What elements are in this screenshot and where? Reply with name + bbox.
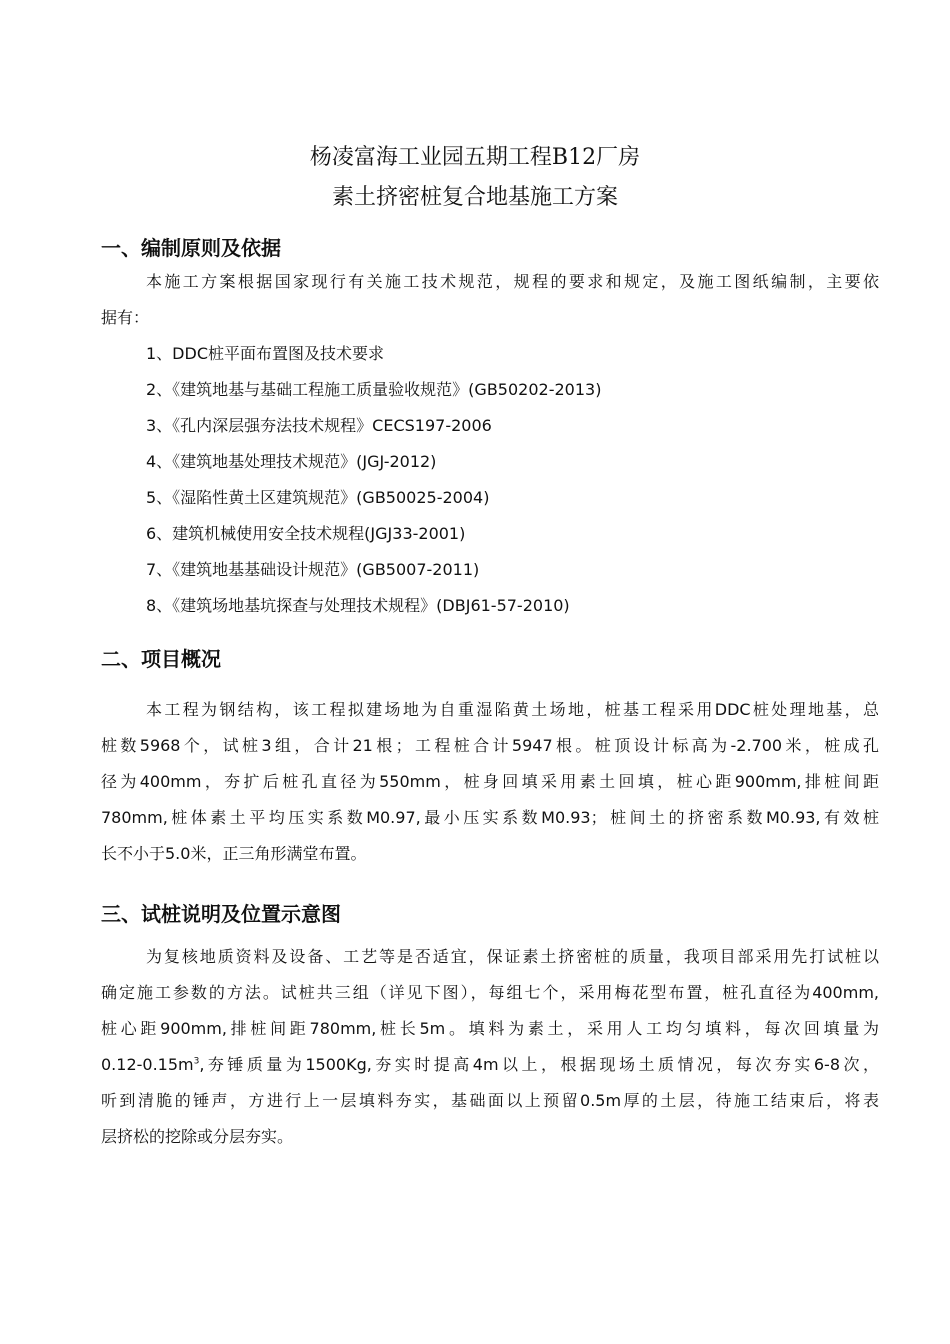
section-2-text-line: 780mm,桩体素土平均压实系数M0.97,最小压实系数M0.93；桩间土的挤密系数M0.93,有效桩 bbox=[101, 808, 879, 827]
section-2-heading: 二、项目概况 bbox=[101, 647, 221, 671]
section-3-heading: 三、试桩说明及位置示意图 bbox=[101, 902, 341, 926]
reference-item: 4、《建筑地基处理技术规范》(JGJ-2012) bbox=[146, 452, 437, 471]
section-1-heading: 一、编制原则及依据 bbox=[101, 236, 281, 260]
section-1-paragraph-line-2: 据有： bbox=[101, 308, 150, 327]
document-title-line-2: 素土挤密桩复合地基施工方案 bbox=[331, 185, 618, 210]
section-3-text-line: 桩心距900mm,排桩间距780mm,桩长5m。填料为素土，采用人工均匀填料，每次回填量为 bbox=[101, 1019, 879, 1038]
section-2-text-line: 径为400mm，夯扩后桩孔直径为550mm，桩身回填采用素土回填，桩心距900mm,排桩间距 bbox=[101, 772, 879, 791]
reference-item: 3、《孔内深层强夯法技术规程》CECS197-2006 bbox=[146, 416, 492, 435]
reference-item: 1、DDC桩平面布置图及技术要求 bbox=[146, 344, 384, 363]
document-title-line-1: 杨凌富海工业园五期工程B12厂房 bbox=[309, 145, 641, 170]
reference-item: 2、《建筑地基与基础工程施工质量验收规范》(GB50202-2013) bbox=[146, 380, 602, 399]
section-2-text-line: 桩数5968个，试桩3组，合计21根；工程桩合计5947根。桩顶设计标高为-2.700米，桩成孔 bbox=[101, 736, 879, 755]
section-3-text-line-with-superscript bbox=[101, 1054, 879, 1076]
cubic-superscript: 3 bbox=[193, 1056, 200, 1067]
fill-volume-continuation: ,夯锤质量为1500Kg,夯实时提高4m以上，根据现场土质情况，每次夯实6-8次， bbox=[199, 1055, 879, 1074]
section-2-text-line: 长不小于5.0米，正三角形满堂布置。 bbox=[101, 844, 367, 863]
section-3-text-line: 为复核地质资料及设备、工艺等是否适宜，保证素土挤密桩的质量，我项目部采用先打试桩以 bbox=[146, 947, 879, 966]
reference-item: 7、《建筑地基基础设计规范》(GB5007-2011) bbox=[146, 560, 480, 579]
reference-item: 8、《建筑场地基坑探查与处理技术规程》(DBJ61-57-2010) bbox=[146, 596, 570, 615]
section-2-text-line: 本工程为钢结构，该工程拟建场地为自重湿陷黄土场地，桩基工程采用DDC桩处理地基，总 bbox=[146, 700, 879, 719]
section-1-paragraph-line-1: 本施工方案根据国家现行有关施工技术规范，规程的要求和规定，及施工图纸编制，主要依 bbox=[146, 272, 879, 291]
reference-item: 5、《湿陷性黄土区建筑规范》(GB50025-2004) bbox=[146, 488, 490, 507]
section-3-text-line: 层挤松的挖除或分层夯实。 bbox=[101, 1127, 294, 1146]
reference-item: 6、建筑机械使用安全技术规程(JGJ33-2001) bbox=[146, 524, 466, 543]
section-3-text-line: 确定施工参数的方法。试桩共三组（详见下图），每组七个，采用梅花型布置，桩孔直径为400mm, bbox=[101, 983, 879, 1002]
section-3-text-line: 听到清脆的锤声，方进行上一层填料夯实，基础面以上预留0.5m厚的土层，待施工结束后，将表 bbox=[101, 1091, 879, 1110]
fill-volume-value: 0.12-0.15m bbox=[101, 1055, 194, 1074]
